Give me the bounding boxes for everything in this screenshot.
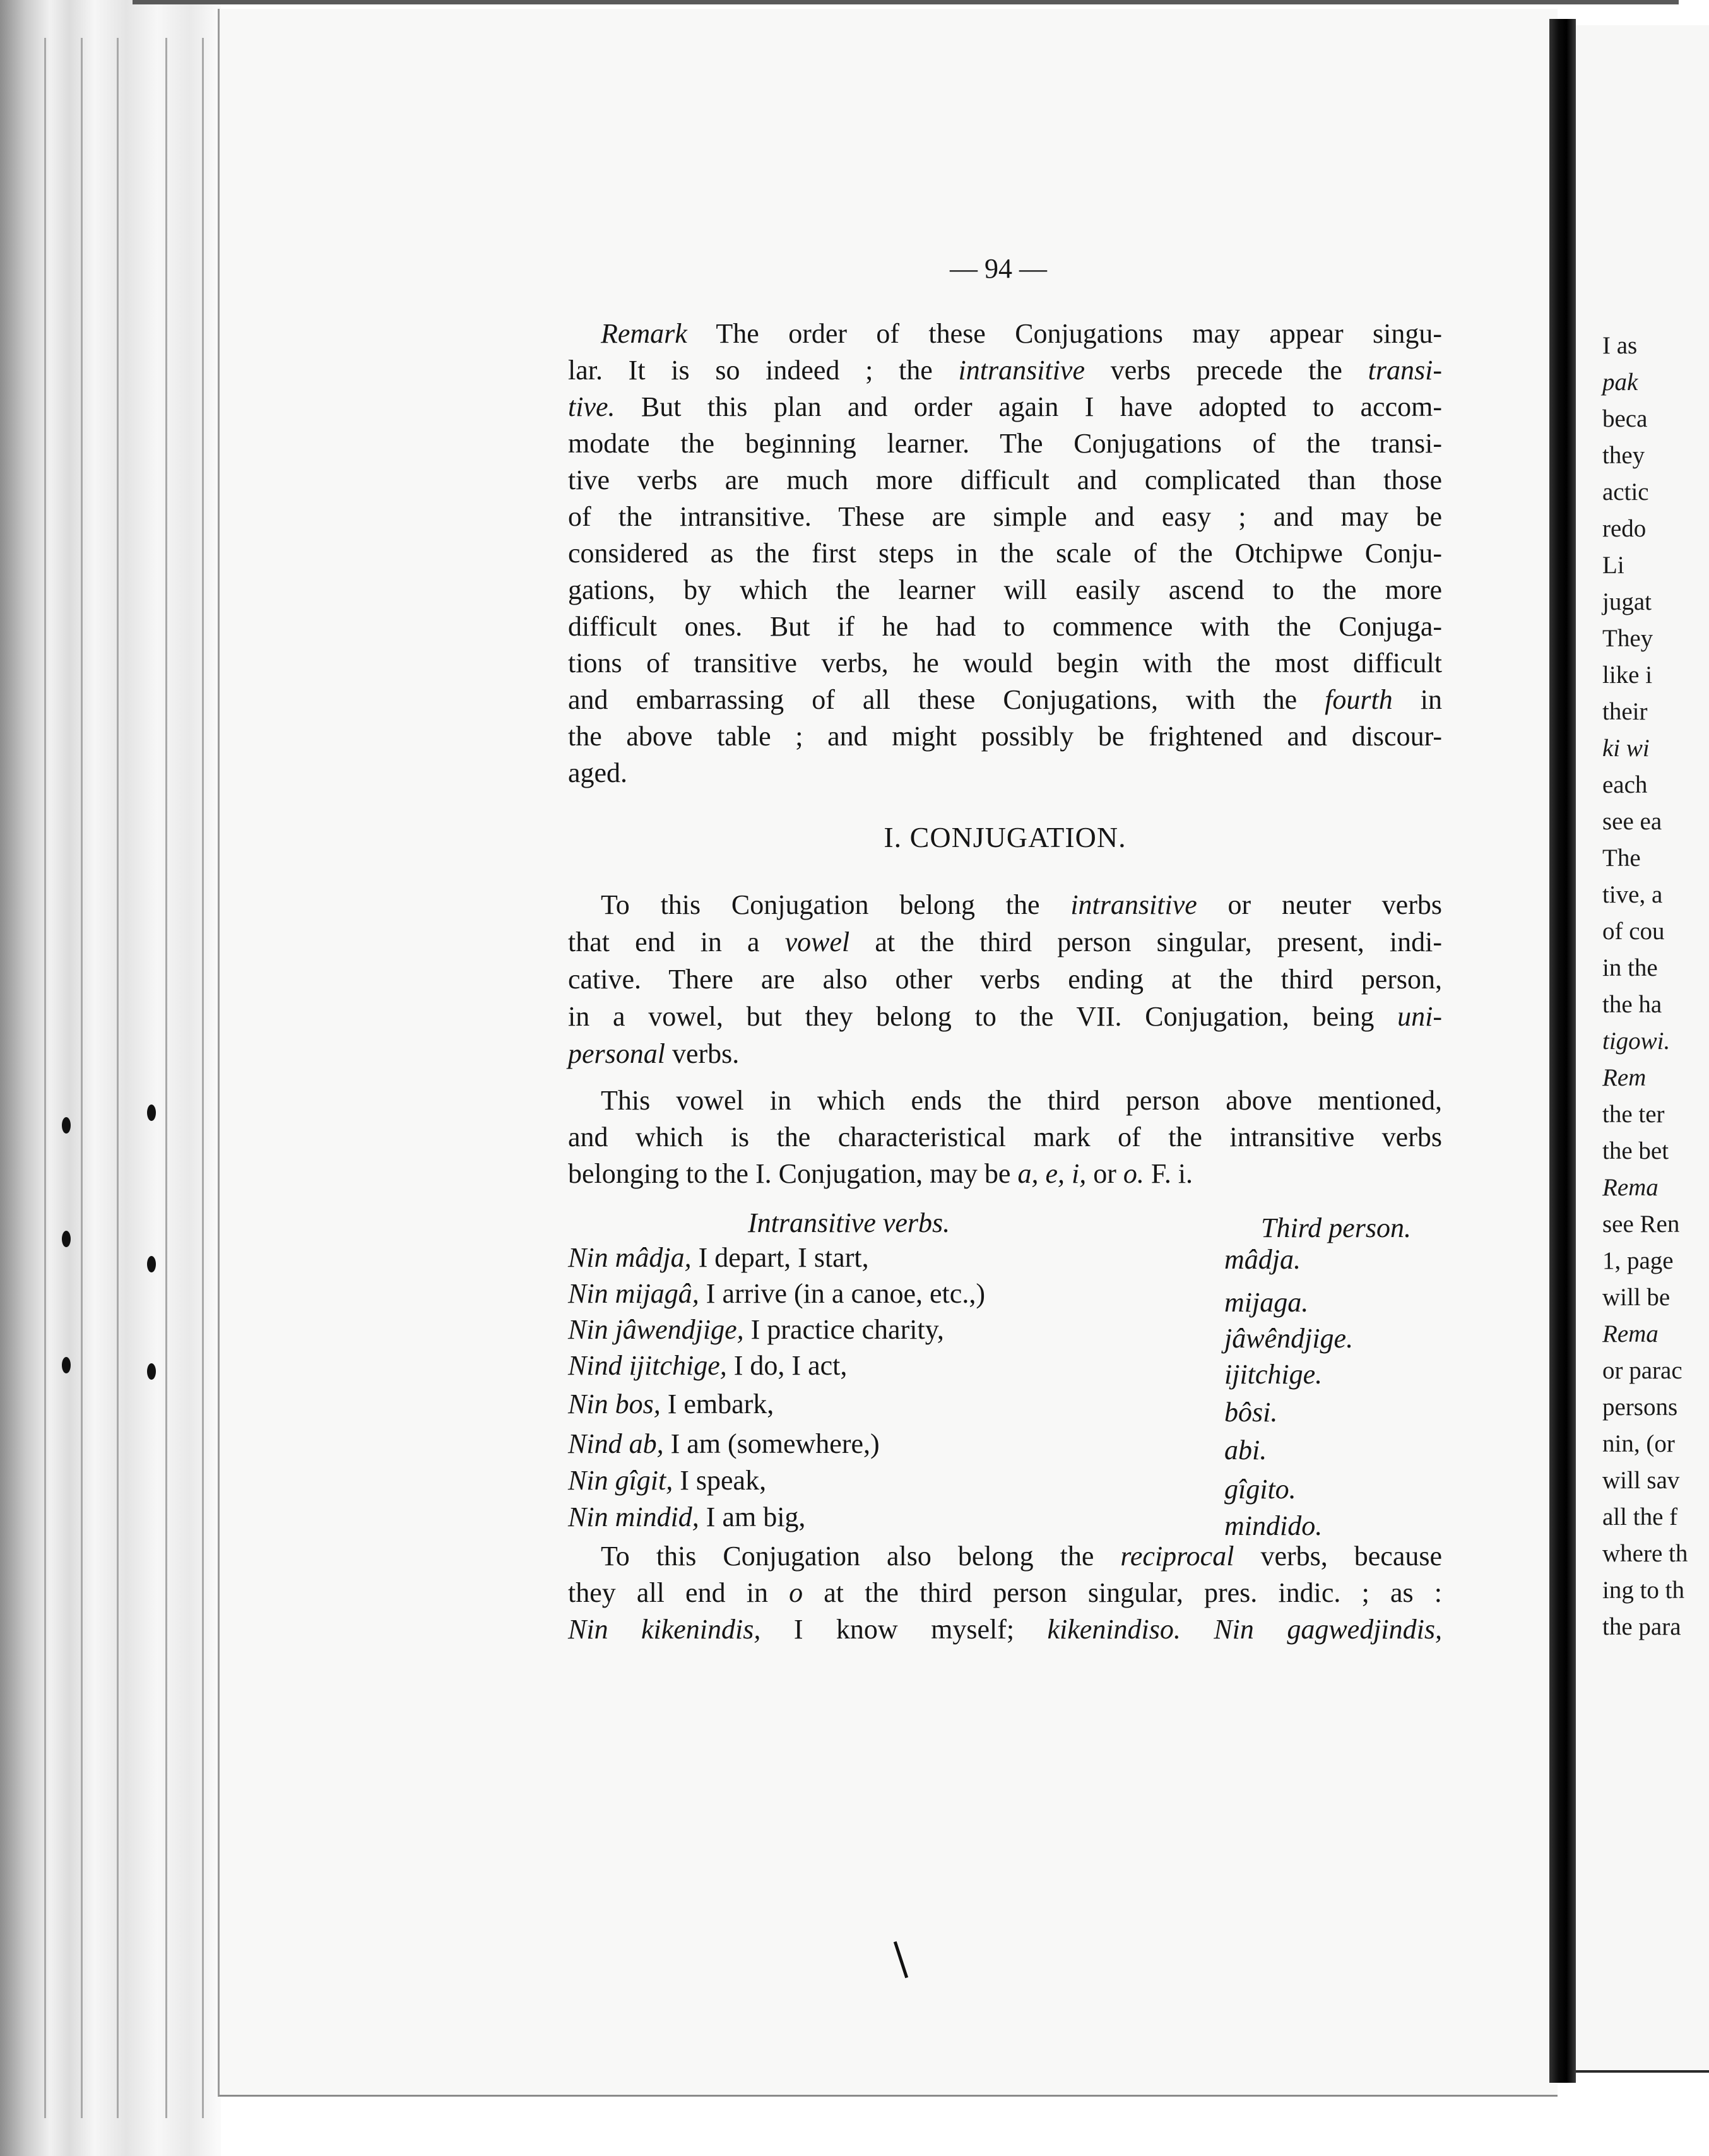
vowel-line [568, 1158, 1442, 1190]
facing-page-fragment: Rema [1602, 1320, 1659, 1348]
reciprocal-line [568, 1613, 1442, 1646]
binding-mark [147, 1256, 156, 1272]
remark-line: tive verbs are much more difficult and complicated than those [568, 465, 1442, 495]
facing-page-fragment: they [1602, 442, 1645, 469]
table-row-third: jâwêndjige. [1224, 1323, 1354, 1354]
remark-line: the above table ; and might possibly be frightened and discour- [568, 721, 1442, 752]
text-span: verbs, because [1234, 1541, 1443, 1572]
text-span: that end in a [568, 927, 785, 957]
facing-page [1576, 25, 1709, 2073]
text-span: in [1392, 684, 1442, 715]
reciprocal-line [568, 1577, 1442, 1609]
text-span: F. i. [1144, 1158, 1193, 1189]
italic-term: Nin kikenindis, [568, 1614, 761, 1645]
binding-mark [62, 1231, 71, 1247]
facing-page-fragment: where th [1602, 1540, 1688, 1567]
facing-page-fragment: the para [1602, 1613, 1681, 1640]
remark-line: difficult ones. But if he had to commence with the Conjuga- [568, 611, 1442, 642]
book-gutter [1549, 19, 1576, 2083]
verb-form: Nin mâdja, [568, 1242, 692, 1273]
text-span: The order of these Conjugations may appear singu- [687, 318, 1442, 349]
table-row-third: abi. [1224, 1435, 1267, 1466]
page-number: — 94 — [950, 253, 1047, 284]
facing-page-fragment: pak [1602, 369, 1638, 396]
binding-mark [62, 1357, 71, 1373]
verb-gloss: I arrive (in a canoe, etc.,) [699, 1278, 985, 1309]
verb-form: Nin bos, [568, 1389, 661, 1419]
italic-term: vowel [784, 927, 850, 957]
facing-page-fragment: Rem [1602, 1064, 1647, 1091]
facing-page-fragment: each [1602, 771, 1648, 798]
binding-mark [147, 1105, 156, 1121]
text-span: verbs precede the [1084, 355, 1368, 386]
verb-gloss: I practice charity, [743, 1314, 944, 1345]
text-span: But this plan and order again I have adopted to accom- [615, 391, 1442, 422]
table-row-verb [568, 1277, 985, 1310]
verb-form: Nin mijagâ, [568, 1278, 699, 1309]
top-edge [133, 0, 1679, 4]
verb-gloss: I speak, [673, 1465, 767, 1496]
facing-page-fragment: see Ren [1602, 1211, 1680, 1238]
facing-page-fragment: nin, (or [1602, 1430, 1675, 1457]
facing-page-fragment: 1, page [1602, 1247, 1674, 1274]
verb-gloss: I am big, [699, 1502, 806, 1532]
table-row-verb [568, 1349, 847, 1382]
table-row-verb [568, 1313, 944, 1346]
table-row-verb [568, 1388, 774, 1421]
page-edge-line [81, 38, 83, 2118]
verb-gloss: I embark, [660, 1389, 774, 1419]
facing-page-fragment: or parac [1602, 1357, 1682, 1384]
conjugation-line: cative. There are also other verbs ending at the third person, [568, 964, 1442, 995]
table-row-third: mâdja. [1224, 1244, 1301, 1275]
text-span: or [1086, 1158, 1123, 1189]
facing-page-fragment: tive, a [1602, 881, 1663, 908]
remark-line: gations, by which the learner will easily ascend to the more [568, 574, 1442, 605]
conjugation-line [568, 1000, 1442, 1033]
page-edge-line [117, 38, 119, 2118]
facing-page-fragment: They [1602, 625, 1653, 652]
text-span: and embarrassing of all these Conjugations, with the [568, 684, 1325, 715]
page-edge-line [165, 38, 167, 2118]
italic-term: a, e, i, [1017, 1158, 1087, 1189]
text-span: verbs. [665, 1038, 740, 1069]
text-span: To this Conjugation belong the [601, 889, 1071, 920]
facing-page-fragment: persons [1602, 1394, 1678, 1421]
facing-page-fragment: the ha [1602, 991, 1662, 1018]
table-row-third: mindido. [1224, 1510, 1323, 1541]
verb-gloss: I depart, I start, [691, 1242, 869, 1273]
text-span: belonging to the I. Conjugation, may be [568, 1158, 1018, 1189]
italic-term: personal [568, 1038, 665, 1069]
italic-term: uni- [1397, 1001, 1442, 1032]
remark-line: aged. [568, 757, 628, 788]
conjugation-line [601, 889, 1442, 921]
table-row-verb [568, 1464, 766, 1497]
italic-term: intransitive [958, 355, 1085, 386]
table-row-third: ijitchige. [1224, 1359, 1323, 1390]
facing-page-fragment: jugat [1602, 588, 1652, 615]
facing-page-fragment: all the f [1602, 1503, 1678, 1531]
italic-term: tive. [568, 391, 615, 422]
verb-form: Nin gîgit, [568, 1465, 673, 1496]
verb-form: Nin jâwendjige, [568, 1314, 744, 1345]
facing-page-fragment: tigowi. [1602, 1028, 1671, 1055]
remark-line: of the intransitive. These are simple and easy ; and may be [568, 501, 1442, 532]
facing-page-fragment: Li [1602, 552, 1624, 579]
italic-term: Nin gagwedjindis, [1180, 1614, 1443, 1645]
verb-form: Nind ab, [568, 1428, 664, 1459]
facing-page-fragment: beca [1602, 405, 1648, 432]
italic-term: reciprocal [1120, 1541, 1234, 1572]
text-span: they all end in [568, 1577, 789, 1608]
table-row-third: mijaga. [1224, 1287, 1309, 1318]
facing-page-fragment: will be [1602, 1284, 1671, 1311]
facing-page-fragment: the bet [1602, 1137, 1669, 1164]
table-row-verb [568, 1428, 880, 1460]
verb-form: Nind ijitchige, [568, 1350, 727, 1381]
remark-line: tions of transitive verbs, he would begin with the most difficult [568, 648, 1442, 678]
facing-page-fragment: ing to th [1602, 1577, 1685, 1604]
table-row-third: bôsi. [1224, 1397, 1278, 1428]
facing-page-fragment: ki wi [1602, 735, 1650, 762]
text-span: To this Conjugation also belong the [601, 1541, 1121, 1572]
page-edge-line [202, 38, 204, 2118]
remark-line: considered as the first steps in the scale of the Otchipwe Conju- [568, 538, 1442, 569]
text-span: in a vowel, but they belong to the VII. Conjugation, being [568, 1001, 1398, 1032]
facing-page-fragment: will sav [1602, 1467, 1680, 1494]
remark-line [568, 354, 1442, 387]
italic-term: fourth [1325, 684, 1393, 715]
reciprocal-line [601, 1540, 1442, 1573]
italic-term: o [789, 1577, 803, 1608]
facing-page-fragment: their [1602, 698, 1648, 725]
facing-page-fragment: the ter [1602, 1101, 1665, 1128]
facing-page-fragment: Rema [1602, 1174, 1659, 1201]
facing-page-fragment: of cou [1602, 918, 1665, 945]
italic-term: kikenindiso. [1047, 1614, 1181, 1645]
verb-gloss: I am (somewhere,) [663, 1428, 880, 1459]
vowel-line: This vowel in which ends the third person above mentioned, [601, 1085, 1442, 1116]
facing-page-fragment: like i [1602, 661, 1653, 689]
facing-page-fragment: I as [1602, 332, 1638, 359]
table-row-verb [568, 1501, 805, 1534]
binding-mark [147, 1363, 156, 1380]
text-span: at the third person singular, present, indi- [849, 927, 1442, 957]
facing-page-fragment: see ea [1602, 808, 1662, 835]
verb-gloss: I do, I act, [726, 1350, 848, 1381]
table-header-third-person: Third person. [1261, 1212, 1411, 1243]
italic-term: o. [1123, 1158, 1144, 1189]
remark-line [601, 317, 1442, 350]
remark-line [568, 391, 1442, 424]
facing-page-fragment: redo [1602, 515, 1647, 542]
conjugation-line [568, 926, 1442, 959]
remark-line: modate the beginning learner. The Conjugations of the transi- [568, 428, 1442, 459]
text-span: lar. It is so indeed ; the [568, 355, 959, 386]
table-row-third: gîgito. [1224, 1474, 1296, 1505]
text-span: or neuter verbs [1197, 889, 1442, 920]
vowel-line: and which is the characteristical mark of the intransitive verbs [568, 1122, 1442, 1152]
section-heading: I. CONJUGATION. [884, 821, 1127, 853]
remark-label: Remark [601, 318, 687, 349]
page-edge-line [44, 38, 46, 2118]
binding-mark [62, 1117, 71, 1134]
remark-line [568, 684, 1442, 716]
facing-page-fragment: The [1602, 844, 1641, 872]
table-header-verbs: Intransitive verbs. [748, 1207, 950, 1238]
italic-term: transi- [1368, 355, 1443, 386]
text-span: I know myself; [760, 1614, 1048, 1645]
book-edge-left [0, 0, 221, 2156]
facing-page-fragment: in the [1602, 954, 1658, 981]
table-row-verb [568, 1241, 869, 1274]
facing-page-fragment: actic [1602, 478, 1649, 506]
text-span: at the third person singular, pres. indic. ; as : [803, 1577, 1442, 1608]
italic-term: intransitive [1070, 889, 1197, 920]
conjugation-line [568, 1038, 1442, 1070]
verb-form: Nin mindid, [568, 1502, 699, 1532]
